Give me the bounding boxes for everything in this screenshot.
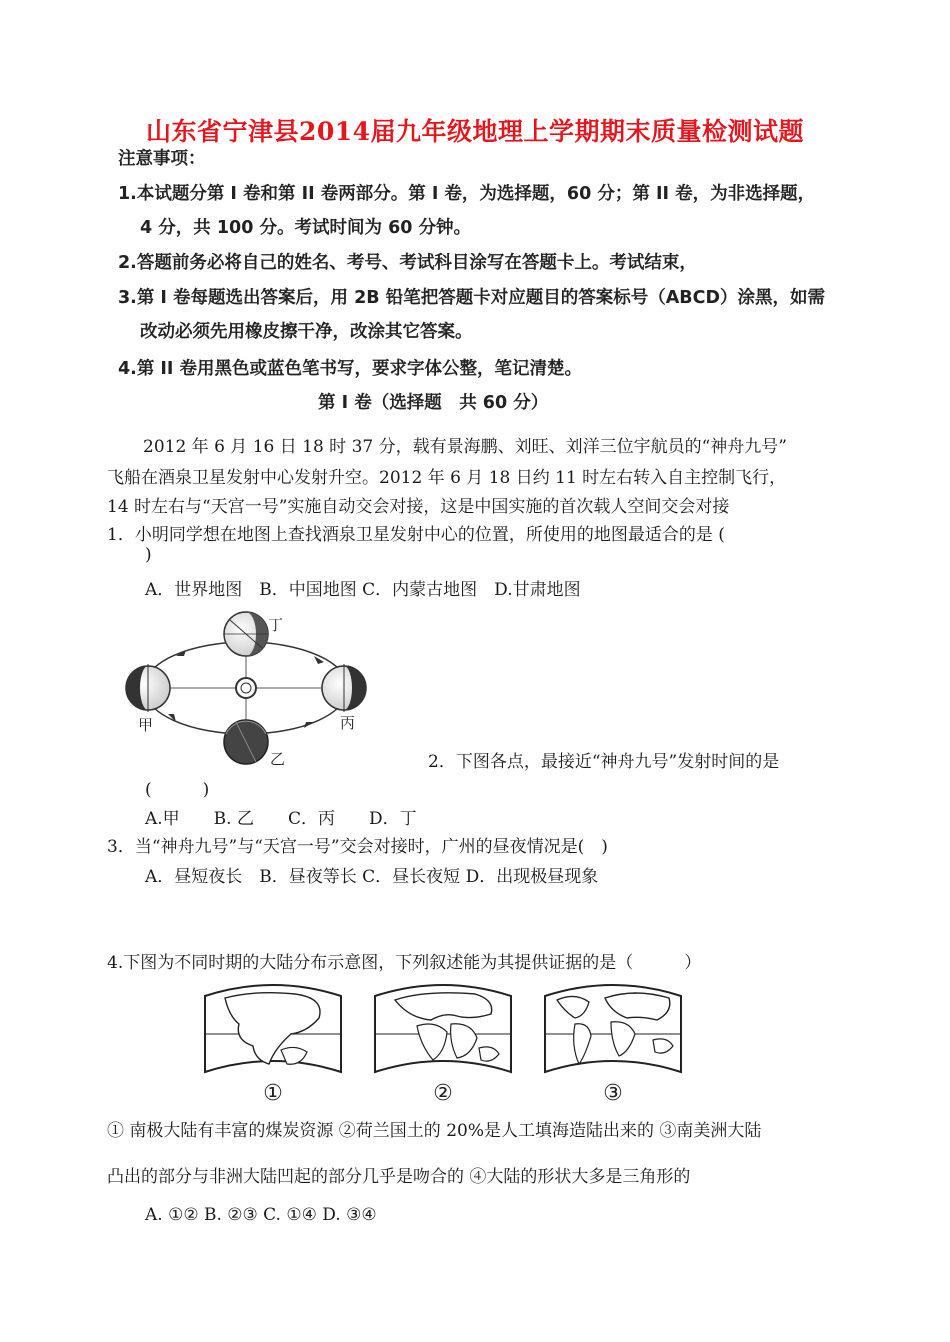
q3-options: A．昼短夜长 B．昼夜等长 C．昼长夜短 D．出现极昼现象	[145, 867, 599, 887]
label-bing: 丙	[340, 714, 356, 732]
earth-globe-jia-icon	[126, 664, 170, 712]
page-title: 山东省宁津县2014届九年级地理上学期期末质量检测试题	[145, 117, 805, 146]
label-yi: 乙	[270, 750, 286, 768]
q4-statements-line-2: 凸出的部分与非洲大陆凹起的部分几乎是吻合的 ④大陆的形状大多是三角形的	[107, 1167, 691, 1187]
map-1-label: ①	[263, 1081, 283, 1106]
map-1-pangaea	[205, 985, 341, 1072]
passage-line-3: 14 时左右与“天宫一号”实施自动交会对接，这是中国实施的首次载人空间交会对接	[107, 497, 730, 517]
label-jia: 甲	[138, 716, 154, 734]
continental-drift-figure	[195, 976, 720, 1106]
passage-line-2: 飞船在酒泉卫星发射中心发射升空。2012 年 6 月 18 日约 11 时左右转入自主控制飞行，	[107, 468, 787, 488]
map-2-label: ②	[433, 1081, 453, 1106]
q2-stem: 2．下图各点，最接近“神舟九号”发射时间的是	[428, 752, 780, 772]
q4-options: A. ①② B. ②③ C. ①④ D. ③④	[145, 1205, 377, 1225]
passage-line-1: 2012 年 6 月 16 日 18 时 37 分，载有景海鹏、刘旺、刘洋三位宇航员的“神舟九号”	[143, 437, 787, 457]
earth-globe-yi-icon	[224, 720, 268, 764]
map-2-breakup	[375, 985, 511, 1072]
notice-heading: 注意事项：	[118, 149, 206, 169]
q4-statements-line-1: ① 南极大陆有丰富的煤炭资源 ②荷兰国土的 20%是人工填海造陆出来的 ③南美洲大陆	[107, 1121, 762, 1141]
sun-icon	[236, 678, 256, 698]
notice-item-1-line-1: 1.本试题分第 I 卷和第 II 卷两部分。第 I 卷，为选择题，60 分；第 II 卷，为非选择题，	[118, 184, 816, 204]
earth-globe-ding-icon	[224, 612, 268, 656]
q1-stem-paren: )	[145, 545, 152, 565]
q1-stem: 1．小明同学想在地图上查找酒泉卫星发射中心的位置，所使用的地图最适合的是 (	[107, 525, 725, 545]
earth-globe-bing-icon	[322, 664, 366, 712]
map-3-label: ③	[603, 1081, 623, 1106]
notice-item-3-line-2: 改动必须先用橡皮擦干净，改涂其它答案。	[140, 322, 473, 342]
q1-options: A．世界地图 B．中国地图 C．内蒙古地图 D.甘肃地图	[145, 580, 581, 600]
section-heading: 第 I 卷（选择题 共 60 分）	[318, 393, 549, 413]
q4-stem: 4.下图为不同时期的大陆分布示意图，下列叙述能为其提供证据的是（ ）	[107, 953, 702, 973]
notice-item-4: 4.第 II 卷用黑色或蓝色笔书写，要求字体公整，笔记清楚。	[118, 359, 583, 379]
label-ding: 丁	[268, 616, 284, 634]
q3-stem: 3．当“神舟九号”与“天宫一号”交会对接时，广州的昼夜情况是( )	[107, 837, 608, 857]
q2-options: A.甲 B. 乙 C．丙 D．丁	[145, 809, 417, 829]
notice-item-3-line-1: 3.第 I 卷每题选出答案后，用 2B 铅笔把答题卡对应题目的答案标号（ABCD）涂黑，如需	[118, 288, 825, 308]
q2-stem-paren: ( )	[145, 780, 210, 800]
notice-item-2: 2.答题前务必将自己的姓名、考号、考试科目涂写在答题卡上。考试结束，	[118, 253, 697, 273]
earth-orbit-figure	[118, 604, 378, 774]
orbit-arrow-icon	[176, 650, 186, 656]
map-3-modern	[545, 985, 681, 1072]
notice-item-1-line-2: 4 分，共 100 分。考试时间为 60 分钟。	[140, 218, 472, 238]
